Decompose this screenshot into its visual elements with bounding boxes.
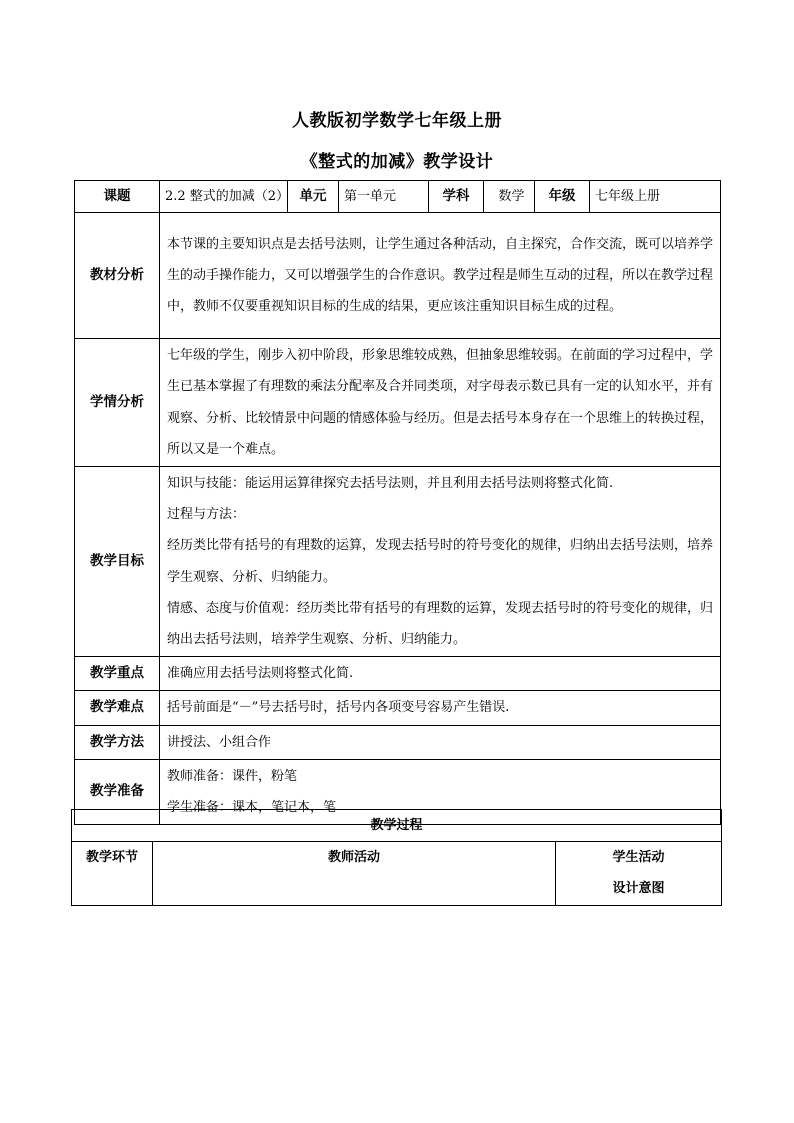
key-point-label: 教学重点 xyxy=(75,657,160,691)
learner-analysis-label: 学情分析 xyxy=(75,339,160,467)
difficulty-label: 教学难点 xyxy=(75,691,160,725)
method-text: 讲授法、小组合作 xyxy=(160,725,721,759)
grade-label: 年级 xyxy=(535,181,590,213)
grade-value: 七年级上册 xyxy=(590,181,721,213)
objectives-row xyxy=(75,467,721,657)
objectives-process: 经历类比带有括号的有理数的运算，发现去括号时的符号变化的规律，归纳出去括号法则，培养学生观察、分析、归纳能力。 xyxy=(167,538,714,585)
method-row xyxy=(75,725,721,759)
key-point-row xyxy=(75,657,721,691)
unit-value: 第一单元 xyxy=(339,181,429,213)
preparation-teacher: 教师准备：课件，粉笔 xyxy=(167,768,298,784)
learner-analysis-row xyxy=(75,339,721,467)
col-teacher-activity: 教师活动 xyxy=(153,842,556,905)
document-subtitle: 《整式的加减》教学设计 xyxy=(300,152,494,172)
process-heading: 教学过程 xyxy=(72,810,722,842)
process-columns-row xyxy=(72,842,722,905)
objectives-knowledge: 知识与技能：能运用运算律探究去括号法则，并且利用去括号法则将整式化简. xyxy=(167,476,614,492)
material-analysis-row xyxy=(75,213,721,339)
unit-label: 单元 xyxy=(288,181,339,213)
difficulty-text: 括号前面是“－”号去括号时，括号内各项变号容易产生错误. xyxy=(160,691,721,725)
learner-analysis-text: 七年级的学生，刚步入初中阶段，形象思维较成熟，但抽象思维较弱。在前面的学习过程中，学生已基本掌握了有理数的乘法分配率及合并同类项，对字母表示数已具有一定的认知水平，并有观察、分析、比较情景中问题的情感体验与经历。但是去括号本身存在一个思维上的转换过程，所以又是一个难点。 xyxy=(167,348,714,457)
info-row xyxy=(75,181,721,213)
lesson-info-table xyxy=(74,180,721,825)
objectives-label: 教学目标 xyxy=(75,467,160,657)
col-stage: 教学环节 xyxy=(72,842,153,905)
key-point-text: 准确应用去括号法则将整式化简. xyxy=(160,657,721,691)
col-student-activity: 学生活动 xyxy=(612,850,665,866)
material-analysis-text: 本节课的主要知识点是去括号法则，让学生通过各种活动，自主探究，合作交流，既可以培养学生的动手操作能力，又可以增强学生的合作意识。教学过程是师生互动的过程，所以在教学过程中，教师不仅要重视知识目标的生成的结果，更应该注重知识目标生成的过程。 xyxy=(167,236,714,315)
process-heading-row xyxy=(72,810,722,842)
subject-label: 学科 xyxy=(429,181,484,213)
material-analysis-label: 教材分析 xyxy=(75,213,160,339)
difficulty-row xyxy=(75,691,721,725)
topic-label: 课题 xyxy=(75,181,160,213)
topic-value: 2.2 整式的加减（2） xyxy=(160,181,288,213)
process-table xyxy=(71,809,722,906)
objectives-process-heading: 过程与方法： xyxy=(167,507,246,523)
col-design-intent: 设计意图 xyxy=(612,881,665,897)
document-title: 人教版初学数学七年级上册 xyxy=(292,111,502,131)
preparation-label: 教学准备 xyxy=(75,759,160,824)
objectives-emotion: 情感、态度与价值观：经历类比带有括号的有理数的运算，发现去括号时的符号变化的规律，归纳出去括号法则，培养学生观察、分析、归纳能力。 xyxy=(167,600,714,648)
subject-value: 数学 xyxy=(484,181,535,213)
preparation-student: 学生准备：课本，笔记本，笔 xyxy=(167,800,337,816)
method-label: 教学方法 xyxy=(75,725,160,759)
